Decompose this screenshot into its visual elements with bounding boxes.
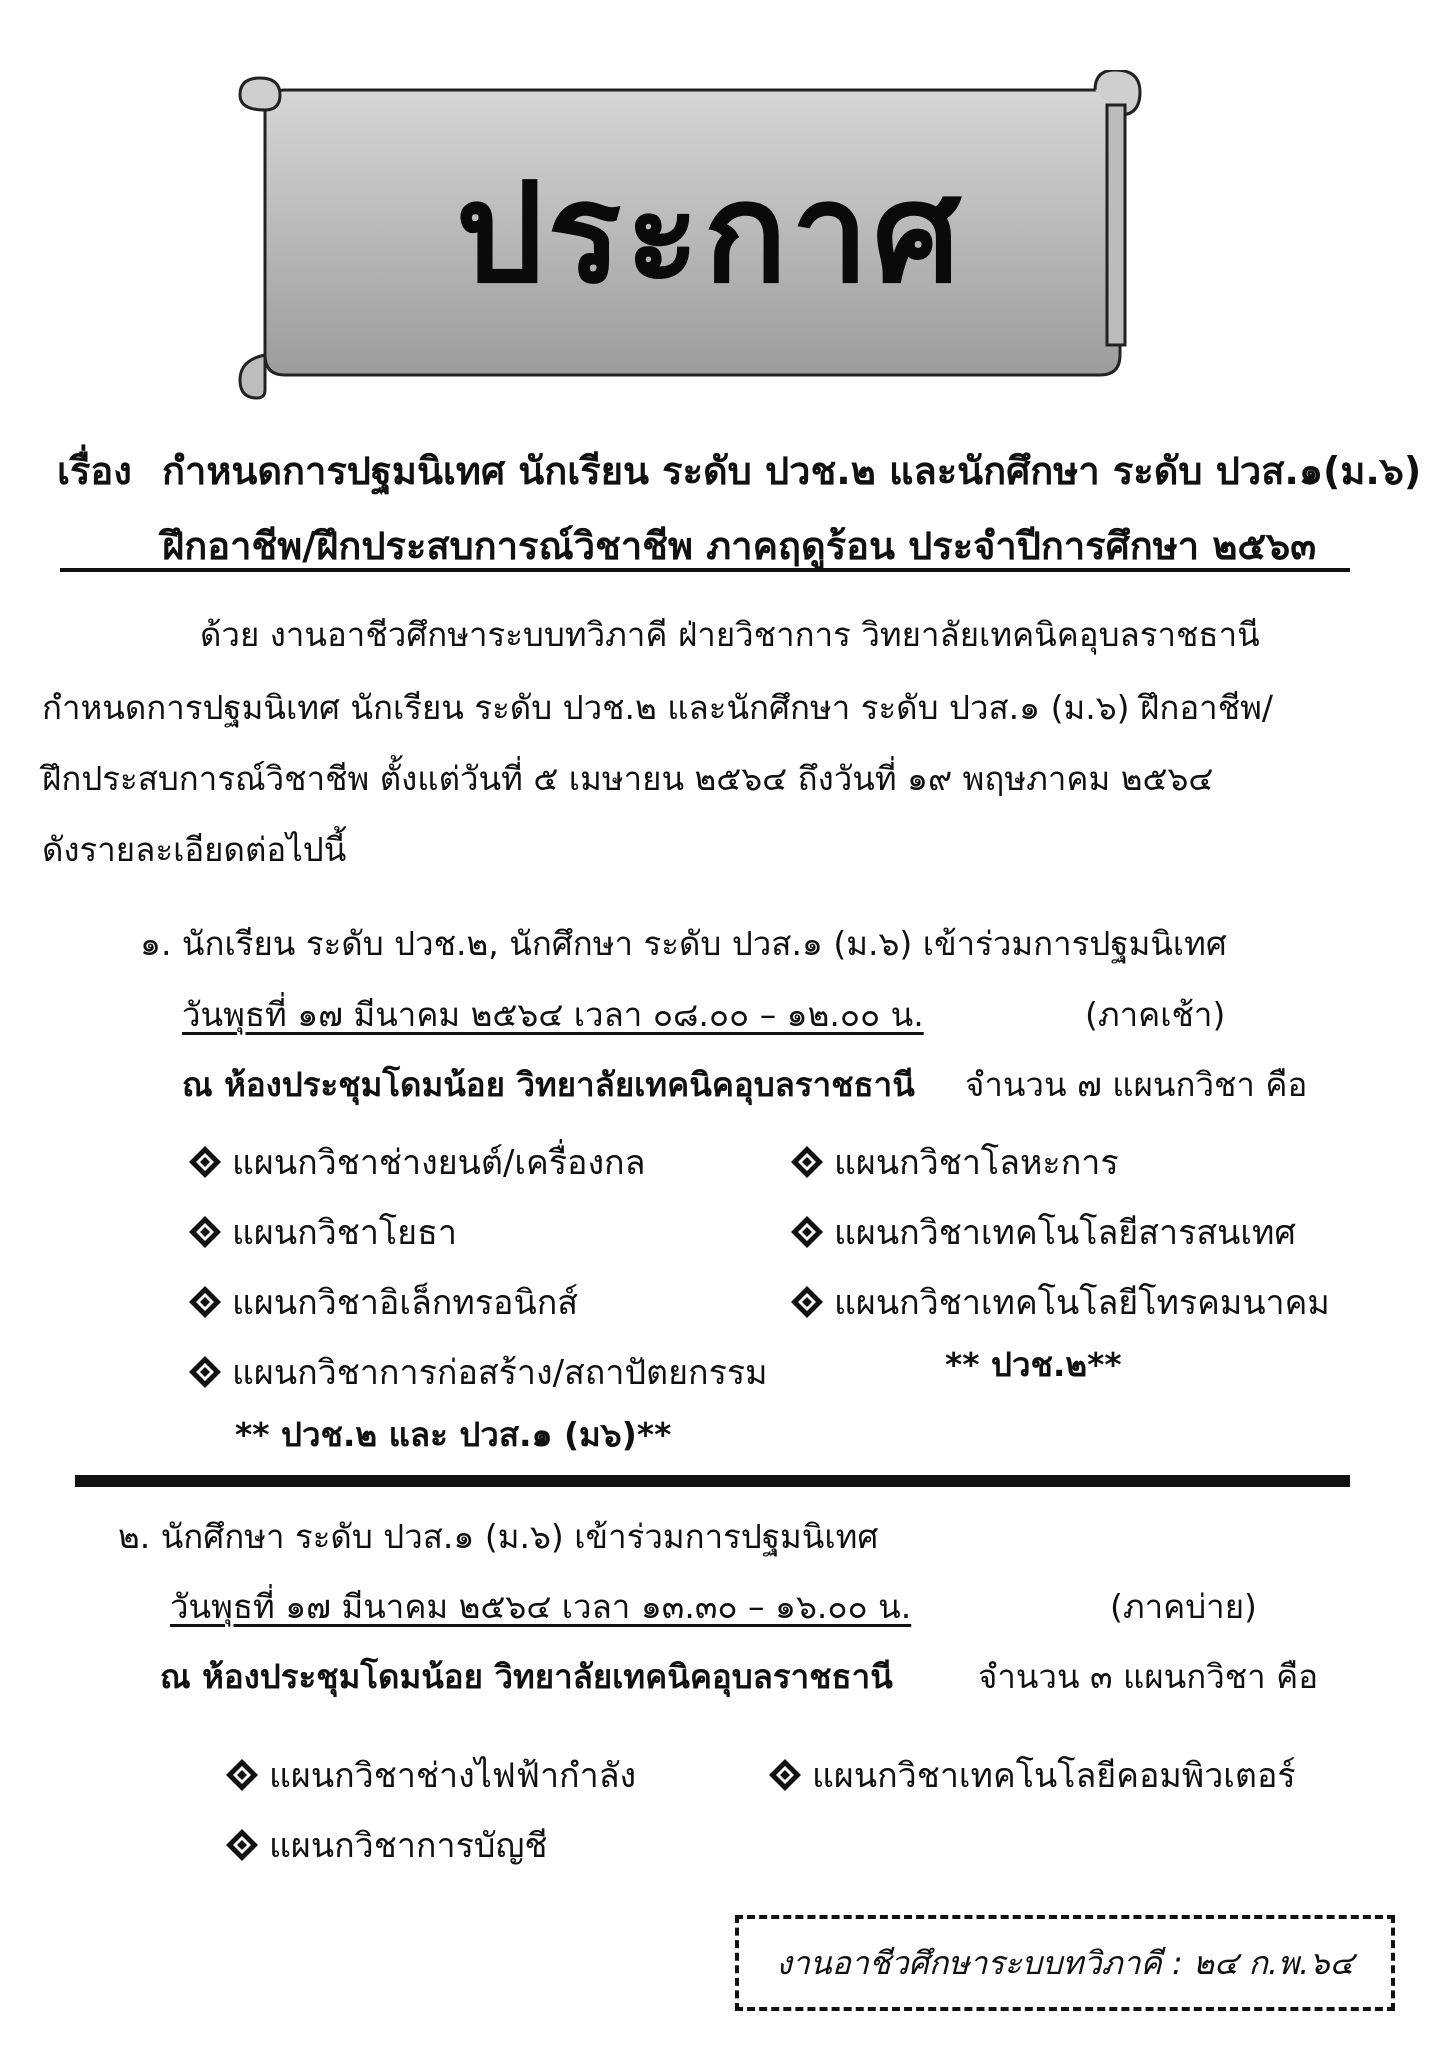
subject-line-2: ฝึกอาชีพ/ฝึกประสบการณ์วิชาชีพ ภาคฤดูร้อน ประจำปีการศึกษา ๒๕๖๓ (162, 524, 1317, 568)
subject-line-1: กำหนดการปฐมนิเทศ นักเรียน ระดับ ปวช.๒ และนักศึกษา ระดับ ปวส.๑(ม.๖) (162, 449, 1422, 493)
dept-label: แผนกวิชาช่างไฟฟ้ากำลัง (269, 1756, 637, 1796)
intro-line-2: กำหนดการปฐมนิเทศ นักเรียน ระดับ ปวช.๒ และนักศึกษา ระดับ ปวส.๑ (ม.๖) ฝึกอาชีพ/ (42, 688, 1273, 727)
dept-label: แผนกวิชาการบัญชี (269, 1826, 548, 1866)
section2-count: จำนวน ๓ แผนกวิชา คือ (978, 1657, 1319, 1696)
divider-top (60, 568, 1350, 572)
banner-title: ประกาศ (455, 153, 965, 314)
dept-item (188, 1205, 457, 1259)
diamond-bullet-icon (188, 1145, 222, 1179)
diamond-bullet-icon (225, 1828, 259, 1862)
dept-label: แผนกวิชาโยธา (232, 1213, 457, 1253)
dept-item (790, 1275, 1330, 1329)
diamond-bullet-icon (790, 1145, 824, 1179)
section1-venue: ณ ห้องประชุมโดมน้อย วิทยาลัยเทคนิคอุบลราชธานี (182, 1065, 915, 1104)
dept-item (225, 1818, 548, 1872)
dept-label: แผนกวิชาเทคโนโลยีสารสนเทศ (834, 1213, 1296, 1253)
section1-count: จำนวน ๗ แผนกวิชา คือ (965, 1065, 1308, 1104)
intro-line-4: ดังรายละเอียดต่อไปนี้ (42, 830, 347, 869)
dept-label: แผนกวิชาอิเล็กทรอนิกส์ (232, 1283, 579, 1323)
intro-line-3: ฝึกประสบการณ์วิชาชีพ ตั้งแต่วันที่ ๕ เมษายน ๒๕๖๔ ถึงวันที่ ๑๙ พฤษภาคม ๒๕๖๔ (42, 759, 1214, 798)
section1-note-right: ** ปวช.๒** (945, 1345, 1122, 1384)
diamond-bullet-icon (188, 1285, 222, 1319)
dept-item (768, 1748, 1296, 1802)
dept-item (225, 1748, 636, 1802)
section2-heading: ๒. นักศึกษา ระดับ ปวส.๑ (ม.๖) เข้าร่วมการปฐมนิเทศ (118, 1517, 879, 1556)
dept-item (790, 1205, 1296, 1259)
section1-date: วันพุธที่ ๑๗ มีนาคม ๒๕๖๔ เวลา ๐๘.๐๐ – ๑๒.๐๐ น. (182, 995, 924, 1034)
footer-stamp-text: งานอาชีวศึกษาระบบทวิภาคี : ๒๔ ก.พ.๖๔ (776, 1943, 1354, 1982)
footer-stamp (735, 1915, 1395, 2011)
diamond-bullet-icon (768, 1758, 802, 1792)
dept-label: แผนกวิชาโลหะการ (834, 1143, 1119, 1183)
diamond-bullet-icon (790, 1285, 824, 1319)
dept-item (188, 1275, 578, 1329)
dept-label: แผนกวิชาเทคโนโลยีโทรคมนาคม (834, 1283, 1330, 1323)
section2-date: วันพุธที่ ๑๗ มีนาคม ๒๕๖๔ เวลา ๑๓.๓๐ – ๑๖.๐๐ น. (170, 1587, 912, 1626)
diamond-bullet-icon (225, 1758, 259, 1792)
section1-heading: ๑. นักเรียน ระดับ ปวช.๒, นักศึกษา ระดับ ปวส.๑ (ม.๖) เข้าร่วมการปฐมนิเทศ (140, 924, 1227, 963)
dept-label: แผนกวิชาการก่อสร้าง/สถาปัตยกรรม (232, 1353, 768, 1393)
dept-label: แผนกวิชาเทคโนโลยีคอมพิวเตอร์ (812, 1756, 1296, 1796)
dept-item (790, 1135, 1119, 1189)
intro-line-1: ด้วย งานอาชีวศึกษาระบบทวิภาคี ฝ่ายวิชาการ วิทยาลัยเทคนิคอุบลราชธานี (200, 615, 1260, 654)
section1-period: (ภาคเช้า) (1085, 995, 1226, 1034)
subject-label: เรื่อง (57, 449, 132, 493)
diamond-bullet-icon (790, 1215, 824, 1249)
section1-note-left: ** ปวช.๒ และ ปวส.๑ (ม๖)** (235, 1415, 672, 1454)
diamond-bullet-icon (188, 1355, 222, 1389)
dept-label: แผนกวิชาช่างยนต์/เครื่องกล (232, 1143, 646, 1183)
diamond-bullet-icon (188, 1215, 222, 1249)
section2-period: (ภาคบ่าย) (1110, 1587, 1257, 1626)
dept-item (188, 1135, 645, 1189)
section2-venue: ณ ห้องประชุมโดมน้อย วิทยาลัยเทคนิคอุบลราชธานี (160, 1657, 893, 1696)
divider-middle (75, 1475, 1350, 1487)
dept-item (188, 1345, 768, 1399)
